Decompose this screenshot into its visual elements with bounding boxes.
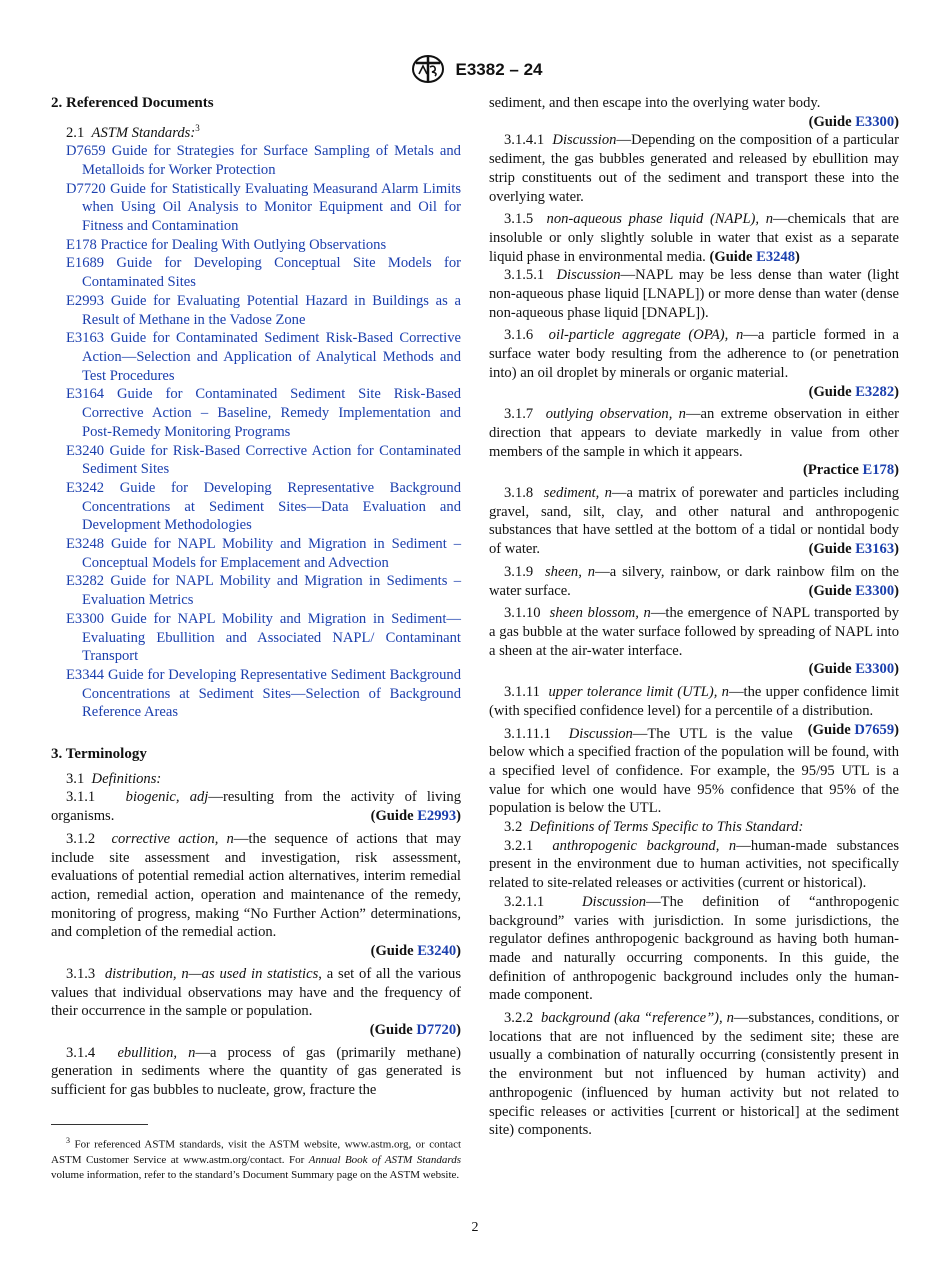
citation-link[interactable]: E3248 — [756, 248, 796, 265]
reference-code-link[interactable]: E178 — [66, 236, 97, 253]
citation: (Guide E3282) — [808, 383, 899, 400]
reference-title-link[interactable]: Guide for NAPL Mobility and Migration in Sediment— Evaluating Ebullition and Associated NAPL/ Contaminant Transport — [82, 610, 461, 665]
reference-code-link[interactable]: E3242 — [66, 479, 105, 496]
definition-3-1-3: 3.1.3 distribution, n—as used in statistics, a set of all the various values that individual observations may have and the frequency of their occurrence in the sample or population. (Guide D7720) — [51, 965, 462, 1038]
reference-code-link[interactable]: E3248 — [66, 536, 105, 553]
definition-3-1-9: 3.1.9 sheen, n—a silvery, rainbow, or dark rainbow film on the water surface. (Guide E3300) — [489, 563, 900, 599]
reference-code-link[interactable]: E3344 — [66, 666, 105, 683]
subsection-3-1: 3.1 Definitions: — [66, 770, 162, 787]
citation: (Guide E3240) — [370, 943, 461, 960]
definition-3-1-7: 3.1.7 outlying observation, n—an extreme observation in either direction that appears to deviate markedly in value from other members of the sample in which it appears. (Practice E178) — [489, 406, 900, 479]
reference-item — [51, 442, 461, 479]
reference-code-link[interactable]: E3300 — [66, 610, 105, 627]
definition-3-2-2: 3.2.2 background (aka “reference”), n—substances, conditions, or locations that are not influenced by the sediment site; these are usually a combination of naturally occurring (consistently present in the environment but not influenced by human activity) and anthropogenic (influenced by human activity but not related to specific releases or activities [current or historical] at the sediment site) components. — [489, 1010, 899, 1139]
definition-3-1-8: 3.1.8 sediment, n—a matrix of porewater and particles including gravel, sand, silt, clay, and other natural and anthropogenic substances that have settled at the bottom of a tidal or nontidal body of water. (Guide E3163) — [489, 485, 899, 558]
citation-link[interactable]: D7720 — [416, 1021, 457, 1038]
definition-3-1-5: 3.1.5 non-aqueous phase liquid (NAPL), n—chemicals that are insoluble or only slightly soluble in water that exist as a separate liquid phase in environmental media. (Guide E3248) — [489, 211, 900, 265]
citation: (Guide E3300) — [808, 113, 899, 130]
definition-3-1-10: 3.1.10 sheen blossom, n—the emergence of NAPL transported by a gas bubble at the water surface followed by spreading of NAPL into a sheen at the air-water interface. (Guide E3300) — [489, 605, 900, 678]
reference-item — [51, 572, 461, 609]
reference-item — [51, 236, 461, 255]
citation-link[interactable]: E3300 — [855, 582, 895, 599]
citation: (Guide E3248) — [709, 248, 800, 265]
astm-logo-icon — [408, 54, 448, 84]
citation-link[interactable]: D7659 — [854, 721, 895, 738]
reference-item — [51, 610, 461, 666]
subsection-3-2: 3.2 Definitions of Terms Specific to This Standard: — [504, 819, 804, 836]
section-2-heading: 2. Referenced Documents — [51, 95, 214, 111]
citation: (Guide E2993) — [370, 808, 461, 825]
reference-title-link[interactable]: Guide for NAPL Mobility and Migration in Sediment – Conceptual Models for Emplacement and Advection — [82, 536, 461, 571]
reference-title-link[interactable]: Guide for Risk-Based Corrective Action for Contaminated Sediment Sites — [82, 442, 462, 478]
definition-3-1-4-continued: sediment, and then escape into the overlying water body. (Guide E3300) — [489, 95, 899, 130]
reference-title-link[interactable]: Practice for Dealing With Outlying Observations — [100, 236, 387, 253]
definition-3-1-11: 3.1.11 upper tolerance limit (UTL), n—the upper confidence limit (with specified confidence level) for a percentile of a distribution. (Guide D7659) — [489, 684, 900, 738]
citation-link[interactable]: E3163 — [855, 541, 895, 558]
reference-code-link[interactable]: E3240 — [66, 442, 105, 459]
citation-link[interactable]: E2993 — [417, 808, 457, 825]
footnote-rule — [51, 1124, 148, 1125]
definition-3-1-6: 3.1.6 oil-particle aggregate (OPA), n—a particle formed in a surface water body resulting from the adherence to (or penetration into) an oil droplet by minerals or organic material. (Guide E3282) — [489, 327, 900, 400]
definition-3-1-4: 3.1.4 ebullition, n—a process of gas (primarily methane) generation in sediments where the quantity of gas generated is sufficient for gas bubbles to nucleate, grow, fracture the — [51, 1044, 461, 1099]
discussion-3-1-4-1: 3.1.4.1 Discussion—Depending on the composition of a particular sediment, the gas bubbles generated and released by ebullition may strip constituents out of the sediment and transport these into the overlying water. — [489, 132, 900, 205]
reference-item — [51, 385, 461, 441]
reference-item — [51, 535, 461, 572]
reference-code-link[interactable]: E3163 — [66, 330, 105, 347]
citation: (Guide E3300) — [808, 661, 899, 678]
reference-code-link[interactable]: E3164 — [66, 386, 105, 403]
discussion-3-2-1-1: 3.2.1.1 Discussion—The definition of “anthropogenic background” varies with jurisdiction. In some jurisdictions, the regulator defines anthropogenic background as having both human-made and naturally occurring components. In this guide, the definition of anthropogenic background includes only the human-made component. — [489, 893, 899, 1004]
discussion-3-1-5-1: 3.1.5.1 Discussion—NAPL may be less dense than water (light non-aqueous phase liquid [LNAPL]) or more dense than water (dense non-aqueous phase liquid [DNAPL]). — [489, 267, 899, 321]
citation-link[interactable]: E3240 — [417, 943, 457, 960]
reference-title-link[interactable]: Guide for Contaminated Sediment Site Risk-Based Corrective Action – Baseline, Remedy Implementation and Post-Remedy Monitoring Programs — [82, 386, 461, 440]
citation-link[interactable]: E3300 — [855, 661, 895, 678]
section-3-heading: 3. Terminology — [51, 746, 147, 763]
footnote: $^3$ For referenced ASTM standards, visit the ASTM website, www.astm.org, or contact ASTM Customer Service at www.astm.org/contact. For Annual Book of ASTM Standards volume information, refer to the standard’s Document Summary page on the ASTM website. — [51, 1136, 462, 1182]
right-column — [489, 94, 899, 1140]
reference-title-link[interactable]: Guide for Developing Representative Background Concentrations at Sediment Sites—Data Evaluation and Development Methodologies — [82, 479, 461, 534]
citation: (Guide E3300) — [808, 582, 899, 599]
definition-3-1-1: 3.1.1 biogenic, adj—resulting from the activity of living organisms. (Guide E2993) — [51, 789, 461, 825]
reference-item — [51, 142, 461, 179]
reference-title-link[interactable]: Guide for Strategies for Surface Sampling of Metals and Metalloids for Worker Protection — [82, 143, 461, 178]
reference-title-link[interactable]: Guide for Developing Representative Sediment Background Concentrations at Sediment Sites—Selection of Background Reference Areas — [82, 666, 461, 721]
reference-item — [51, 329, 461, 385]
reference-item — [51, 254, 461, 291]
reference-title-link[interactable]: Guide for Evaluating Potential Hazard in Buildings as a Result of Methane in the Vadose Zone — [82, 292, 461, 328]
definition-3-1-2: 3.1.2 corrective action, n—the sequence of actions that may include site assessment and investigation, risk assessment, evaluations of potential remedial action alternatives, interim remedial action, remedial action, operation and maintenance of the remedy, monitoring of progress, making “No Further Action” determinations, and completion of the remedial action. (Guide E3240) — [51, 830, 461, 960]
subsection-2-1: 2.1 ASTM Standards:$^3$ — [66, 122, 200, 141]
reference-code-link[interactable]: E1689 — [66, 255, 105, 272]
citation-link[interactable]: E3282 — [855, 383, 895, 400]
reference-title-link[interactable]: Guide for NAPL Mobility and Migration in Sediments – Evaluation Metrics — [82, 573, 461, 609]
page-number: 2 — [471, 1220, 479, 1235]
reference-item — [51, 479, 461, 535]
reference-code-link[interactable]: E2993 — [66, 292, 105, 309]
reference-code-link[interactable]: D7720 — [66, 180, 106, 197]
citation-link[interactable]: E3300 — [855, 113, 895, 130]
reference-title-link[interactable]: Guide for Developing Conceptual Site Models for Contaminated Sites — [82, 255, 461, 291]
left-column — [51, 94, 461, 1100]
document-designation: E3382 – 24 — [455, 60, 543, 79]
citation: (Practice E178) — [802, 462, 899, 479]
page-header — [0, 54, 950, 86]
reference-code-link[interactable]: E3282 — [66, 573, 105, 590]
reference-code-link[interactable]: D7659 — [66, 143, 106, 160]
reference-item — [51, 292, 461, 329]
citation-link[interactable]: E178 — [862, 462, 895, 479]
definition-3-2-1: 3.2.1 anthropogenic background, n—human-made substances present in the environment due to human activities, not specifically related to site-related releases or activities (current or historical). — [489, 837, 899, 892]
reference-title-link[interactable]: Guide for Statistically Evaluating Measurand Alarm Limits when Using Oil Analysis to Monitor Equipment and Oil for Fitness and Contamination — [82, 180, 461, 235]
reference-item — [51, 180, 461, 236]
reference-title-link[interactable]: Guide for Contaminated Sediment Risk-Based Corrective Action—Selection and Application of Analytical Methods and Test Procedures — [82, 330, 461, 384]
discussion-3-1-11-1: 3.1.11.1 Discussion—The UTL is the value below which a specified fraction of the population will be found, with a specified level of confidence. For example, the 95/95 UTL is a value for which one would have 95% confidence that 95% of the population is below the UTL. — [489, 725, 899, 817]
citation: (Guide D7659) — [807, 721, 899, 738]
citation: (Guide E3163) — [808, 541, 899, 558]
referenced-standards-list — [51, 142, 461, 722]
citation: (Guide D7720) — [369, 1021, 461, 1038]
reference-item — [51, 666, 461, 722]
